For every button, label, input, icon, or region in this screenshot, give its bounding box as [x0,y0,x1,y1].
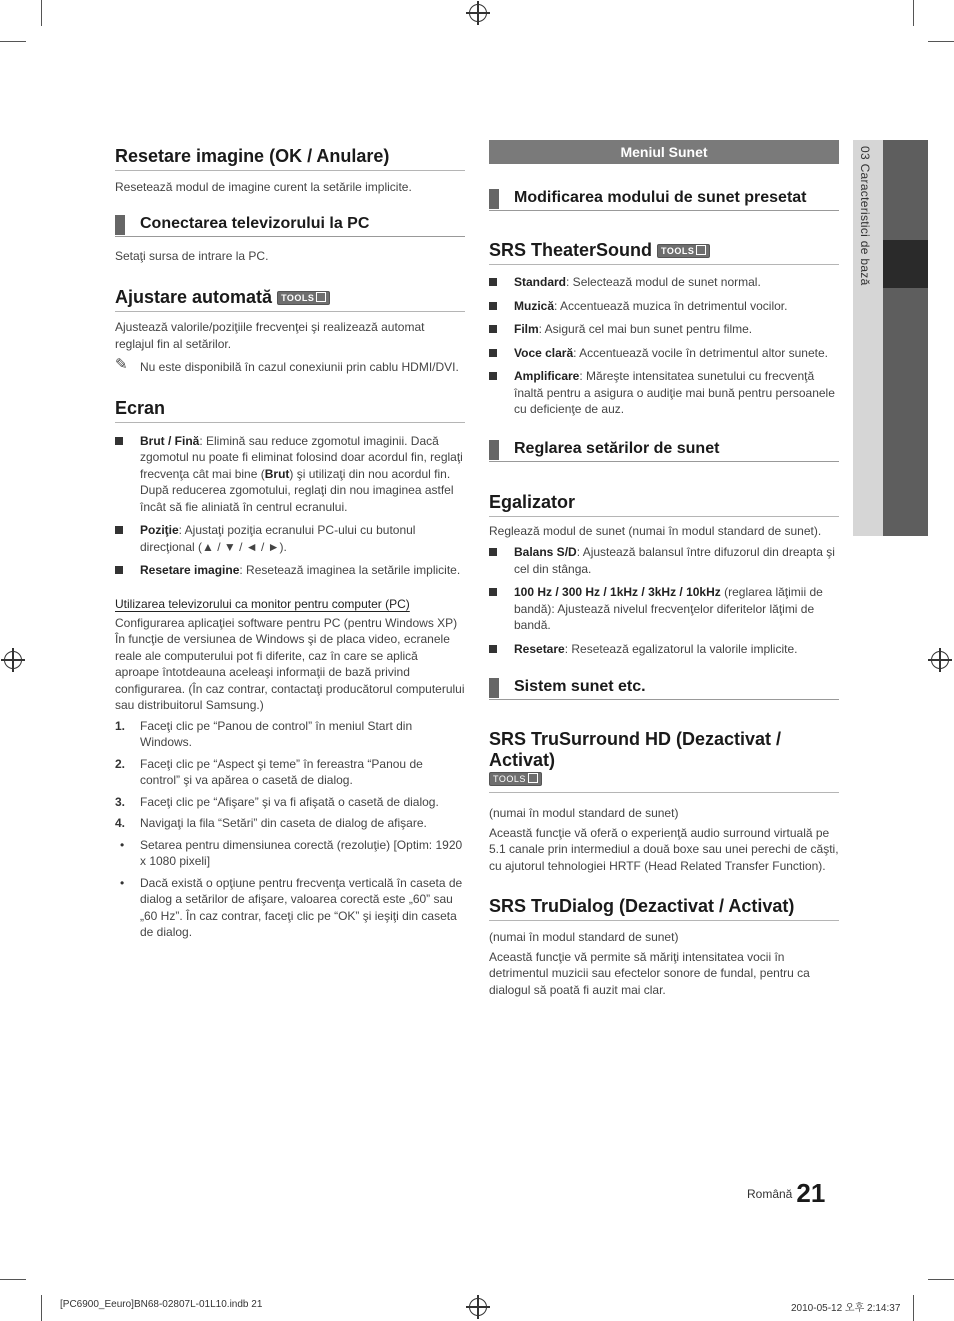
pencil-note-icon: ✎ [115,356,128,373]
registration-mark-icon [931,651,949,669]
list-item: Balans S/D: Ajustează balansul între difuzorul din dreapta şi cel din stânga. [489,544,839,577]
print-footer-date: 2010-05-12 오후 2:14:37 [791,1303,901,1314]
section-title: Egalizator [489,492,839,517]
print-footer-file: [PC6900_Eeuro]BN68-02807L-01L10.indb 21 [60,1299,263,1310]
theater-list [489,274,839,418]
pc-monitor-heading: Utilizarea televizorului ca monitor pentru computer (PC) [115,596,410,611]
chapter-label: 03 Caracteristici de bază [858,146,872,286]
list-item: Amplificare: Măreşte intensitatea sunetului cu frecvenţă înaltă pentru a asigura o audiţie mai bună pentru persoanele cu deficienţe de auz. [489,368,839,418]
section-text: Ajustează valorile/poziţiile frecvenţei şi realizează automat reglajul fin al setărilor. [115,320,425,351]
section-subnote: (numai în modul standard de sunet) [489,930,679,944]
right-column [489,140,839,998]
section-title: SRS TruDialog (Dezactivat / Activat) [489,896,839,921]
section-title: SRS TruSurround HD (Dezactivat / Activat) [489,729,782,770]
language-label: Română [747,1187,793,1201]
list-item: Poziţie: Ajustaţi poziţia ecranului PC-ului cu butonul direcţional (▲ / ▼ / ◄ / ►). [115,522,465,555]
section-title-text: SRS TheaterSound [489,240,653,260]
list-item: Standard: Selectează modul de sunet normal. [489,274,839,291]
section-title-badge-row [489,771,839,793]
list-item: Film: Asigură cel mai bun sunet pentru filme. [489,321,839,338]
list-item: Resetare: Resetează egalizatorul la valorile implicite. [489,641,839,658]
section-title-text: Ajustare automată [115,287,273,307]
steps-list [115,718,465,832]
equalizer-list [489,544,839,657]
section-text: Această funcţie vă permite să măriţi intensitatea vocii în detrimentul muzicii sau efectelor sonore de fundal, pentru ca dialogul să poată fi auzit mai clar. [489,949,810,997]
registration-mark-icon [469,4,487,22]
registration-mark-icon [469,1298,487,1316]
section-text: Reglează modul de sunet (numai în modul standard de sunet). [489,523,822,538]
chapter-tab-marker [883,240,928,288]
crop-mark [928,41,954,42]
section-title [115,287,465,312]
list-item: Muzică: Accentuează muzica în detrimentul vocilor. [489,298,839,315]
subsection-title: Reglarea setărilor de sunet [489,440,839,462]
menu-header-bar: Meniul Sunet [489,140,839,164]
subsection-title: Sistem sunet etc. [489,678,839,700]
crop-mark [0,41,26,42]
crop-mark [41,1295,42,1321]
ecran-list [115,433,465,579]
section-text: Setaţi sursa de intrare la PC. [115,248,269,263]
list-item: Resetare imagine: Resetează imaginea la setările implicite. [115,562,465,579]
step-item: 4. Navigaţi la fila “Setări” din caseta de dialog de afişare. [115,816,427,830]
tools-badge: TOOLS [489,772,542,786]
step-item: 3. Faceţi clic pe “Afişare” şi va fi afişată o casetă de dialog. [115,794,439,809]
subsection-title: Modificarea modului de sunet presetat [489,189,839,211]
section-text: Configurarea aplicaţiei software pentru PC (pentru Windows XP) În funcţie de versiunea de Windows şi de placa video, ecranele reale ale computerului pot fi diferite, caz în care se aplică aproape întotdeauna aceleaşi informaţii de bază privind configurarea. (În caz contrar, contactaţi producătorul computerului sau distribuitorul Samsung.) [115,615,465,712]
section-title: Ecran [115,398,465,423]
section-subnote: (numai în modul standard de sunet) [489,806,679,820]
page-number [747,1178,825,1209]
note [115,356,465,376]
chapter-tab-dark [883,140,928,536]
crop-mark [41,0,42,26]
notes-list [115,837,465,941]
tools-badge: TOOLS [277,291,330,305]
tools-badge: TOOLS [657,244,710,258]
section-title: Resetare imagine (OK / Anulare) [115,146,465,171]
note-text: Nu este disponibilă în cazul conexiunii prin cablu HDMI/DVI. [140,360,459,374]
section-title [489,240,839,265]
crop-mark [0,1279,26,1280]
list-item: 100 Hz / 300 Hz / 1kHz / 3kHz / 10kHz (reglarea lăţimii de bandă): Ajustează nivelul frecvenţelor diferitelor lăţimi de bandă. [489,584,839,634]
step-item: 2. Faceţi clic pe “Aspect şi teme” în fereastra “Panou de control” şi va apărea o casetă de dialog. [115,756,423,787]
list-item: Brut / Fină: Elimină sau reduce zgomotul imaginii. Dacă zgomotul nu poate fi eliminat folosind doar acordul fin, reglaţi frecvenţa cât mai bine (Brut) şi utilizaţi din nou acordul fin. După reducerea zgomotului, reglaţi din nou imaginea astfel încât să fie aliniată în centrul ecranului. [115,433,465,516]
subsection-title: Conectarea televizorului la PC [115,215,465,237]
section-text: Această funcţie vă oferă o experienţă audio surround virtuală pe 5.1 canale prin intermediul a două boxe sau unei perechi de căşti, cu ajutorul tehnologiei HRTF (Head Related Transfer Function). [489,825,839,873]
list-item: Voce clară: Accentuează vocile în detrimentul altor sunete. [489,345,839,362]
step-item: 1. Faceţi clic pe “Panou de control” în meniul Start din Windows. [115,718,413,749]
left-column [115,140,465,946]
list-item: • Setarea pentru dimensiunea corectă (rezoluţie) [Optim: 1920 x 1080 pixeli] [115,837,465,870]
tools-icon [316,292,326,302]
page-number-value: 21 [796,1178,826,1208]
tools-icon [528,773,538,783]
list-item: • Dacă există o opţiune pentru frecvenţa verticală în caseta de dialog a setărilor de afişare, valoarea corectă este „60” sau „60 Hz”. În caz contrar, faceţi clic pe “OK” şi ieşiţi din caseta de dialog. [115,875,465,941]
crop-mark [928,1279,954,1280]
crop-mark [913,0,914,26]
section-text: Resetează modul de imagine curent la setările implicite. [115,180,412,194]
registration-mark-icon [4,651,22,669]
crop-mark [913,1295,914,1321]
tools-icon [696,245,706,255]
